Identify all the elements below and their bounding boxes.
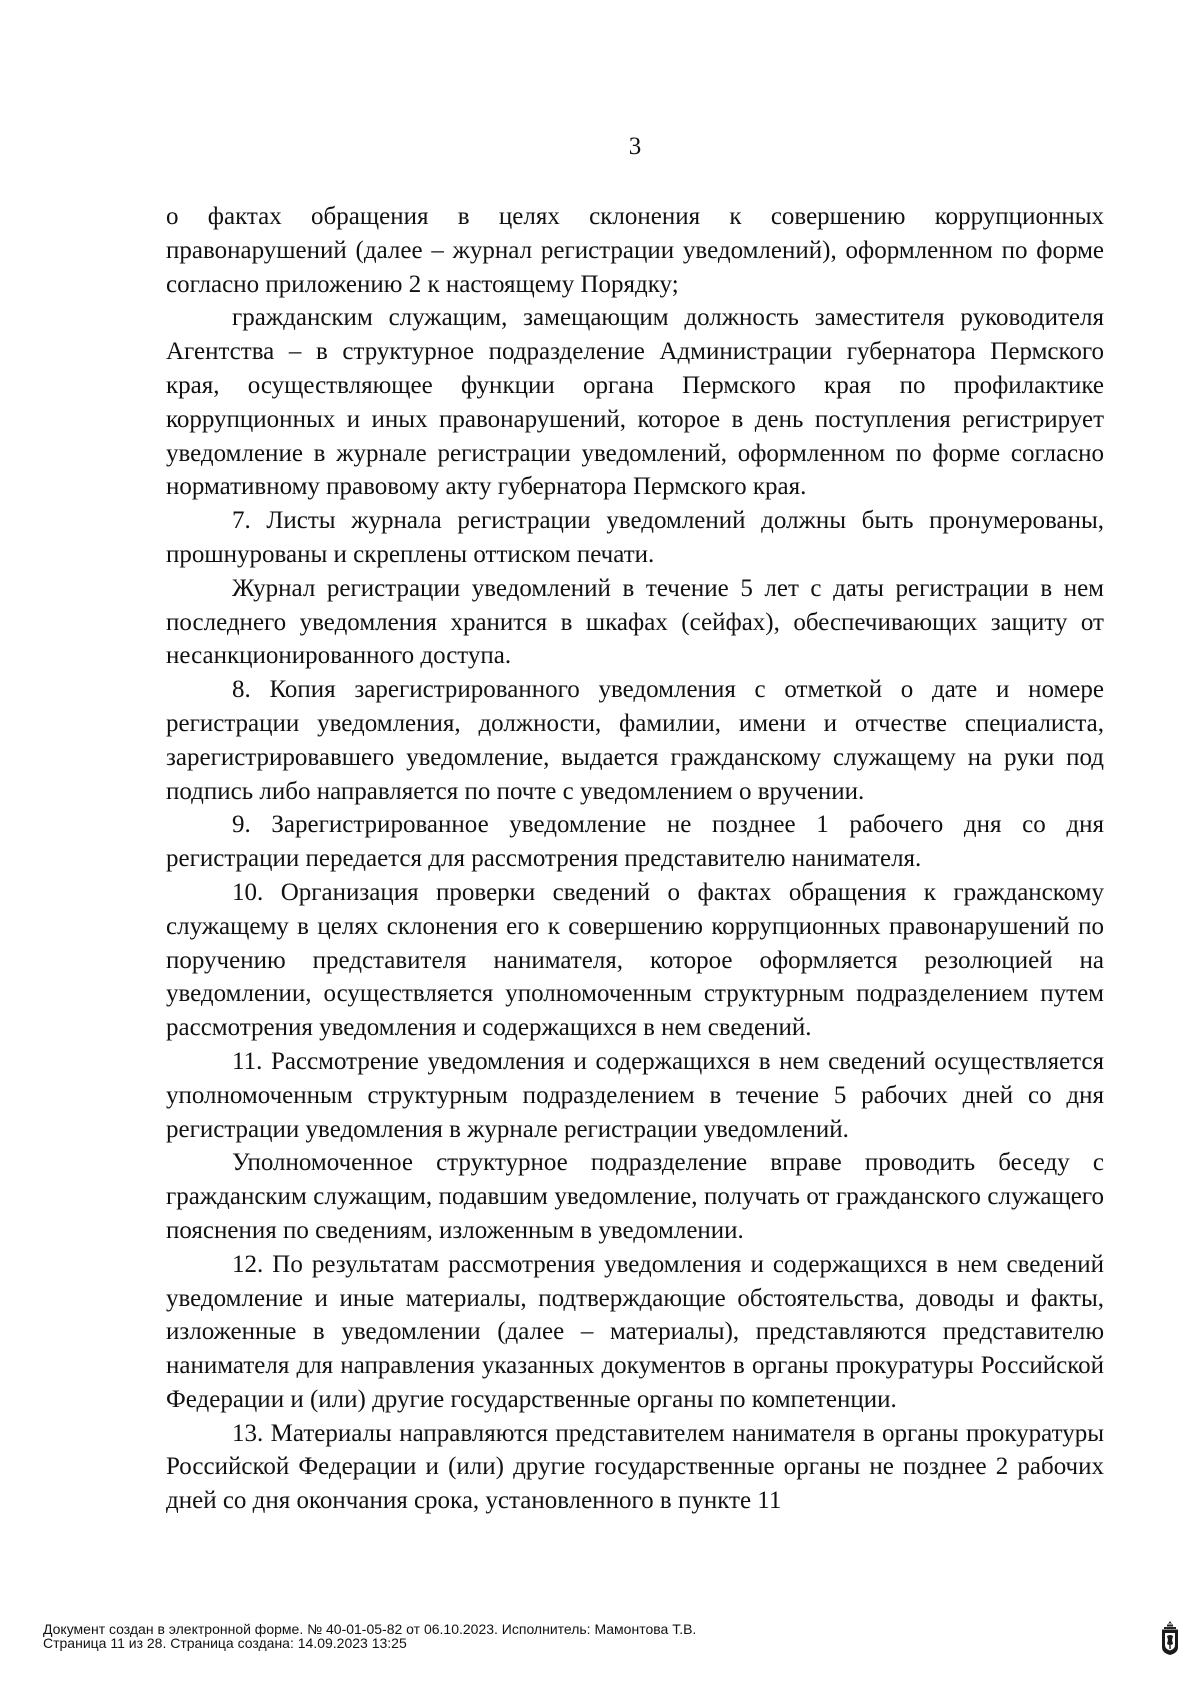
paragraph: 12. По результатам рассмотрения уведомления и содержащихся в нем сведений уведомление и иные материалы, подтверждающие обстоятельства, доводы и факты, изложенные в уведомлении (далее – материалы), представляются представителю нанимателя для направления указанных документов в органы прокуратуры Российской Федерации и (или) другие государственные органы по компетенции. [166,1250,1104,1413]
coat-of-arms-icon [1161,1621,1179,1655]
paragraph: 9. Зарегистрированное уведомление не позднее 1 рабочего дня со дня регистрации передается для рассмотрения представителю нанимателя. [166,811,1104,873]
paragraph: 8. Копия зарегистрированного уведомления с отметкой о дате и номере регистрации уведомления, должности, фамилии, имени и отчестве специалиста, зарегистрировавшего уведомление, выдается гражданскому служащему на руки под подпись либо направляется по почте с уведомлением о вручении. [166,676,1104,805]
paragraph: 7. Листы журнала регистрации уведомлений должны быть пронумерованы, прошнурованы и скреплены оттиском печати. [166,507,1104,568]
paragraph: 11. Рассмотрение уведомления и содержащихся в нем сведений осуществляется уполномоченным структурным подразделением в течение 5 рабочих дней со дня регистрации уведомления в журнале регистрации уведомлений. [166,1047,1104,1143]
footer-line-document-info: Документ создан в электронной форме. № 40-01-05-82 от 06.10.2023. Исполнитель: Мамонтова Т.В. [43,1621,697,1637]
page-number: 3 [628,133,642,160]
paragraph: о фактах обращения в целях склонения к совершению коррупционных правонарушений (далее – журнал регистрации уведомлений), оформленном по форме согласно приложению 2 к настоящему Порядку; [166,203,1104,298]
paragraph: Уполномоченное структурное подразделение вправе проводить беседу с гражданским служащим, подавшим уведомление, получать от гражданского служащего пояснения по сведениям, изложенным в уведомлении. [166,1149,1104,1244]
paragraph: 10. Организация проверки сведений о фактах обращения к гражданскому служащему в целях склонения его к совершению коррупционных правонарушений по поручению представителя нанимателя, которое оформляется резолюцией на уведомлении, осуществляется уполномоченным структурным подразделением путем рассмотрения уведомления и содержащихся в нем сведений. [166,878,1104,1042]
document-footer [43,1622,696,1650]
paragraph: гражданским служащим, замещающим должность заместителя руководителя Агентства – в структурное подразделение Администрации губернатора Пермского края, осуществляющее функции органа Пермского края по профилактике коррупционных и иных правонарушений, которое в день поступления регистрирует уведомление в журнале регистрации уведомлений, оформленном по форме согласно нормативному правовому акту губернатора Пермского края. [166,304,1104,501]
document-body [166,200,1104,1518]
footer-line-page-info: Страница 11 из 28. Страница создана: 14.09.2023 13:25 [43,1635,407,1651]
paragraph: Журнал регистрации уведомлений в течение 5 лет с даты регистрации в нем последнего уведомления хранится в шкафах (сейфах), обеспечивающих защиту от несанкционированного доступа. [166,574,1104,670]
paragraph: 13. Материалы направляются представителем нанимателя в органы прокуратуры Российской Федерации и (или) другие государственные органы не позднее 2 рабочих дней со дня окончания срока, установленного в пункте 11 [166,1419,1104,1515]
